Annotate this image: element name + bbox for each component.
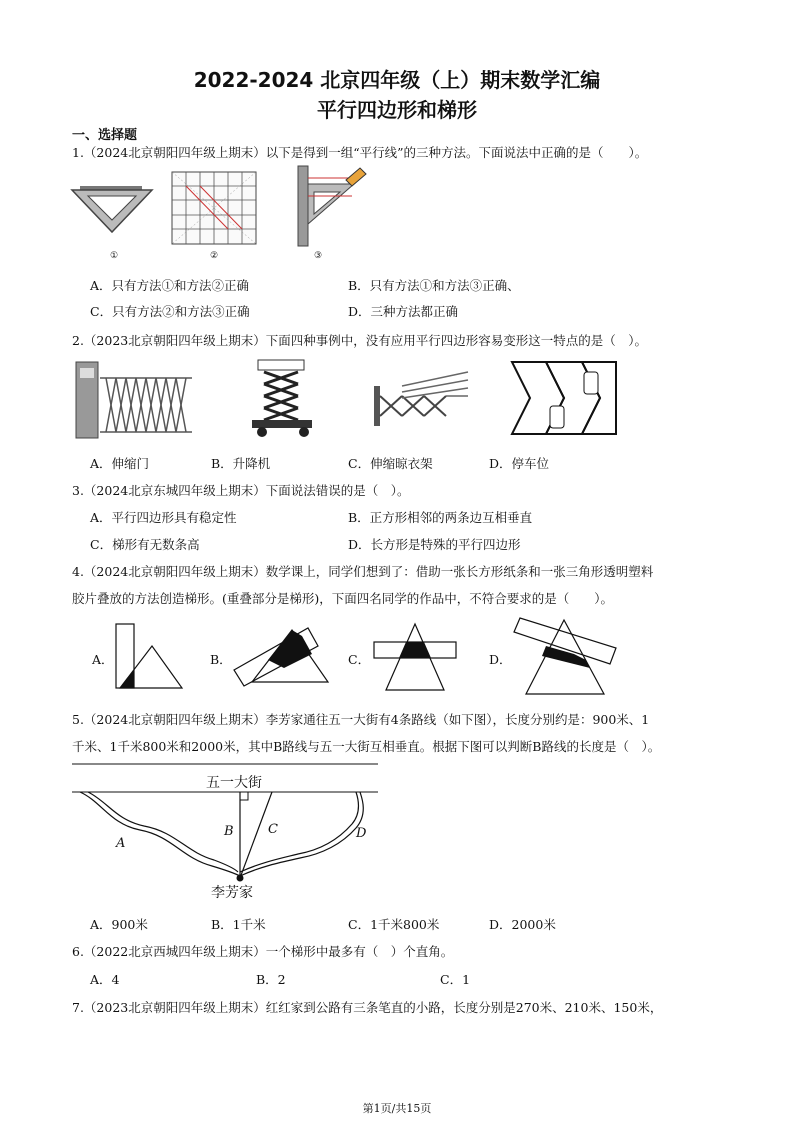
clothes-rack-figure (372, 366, 472, 438)
option-c[interactable]: C．梯形有无数条高 (90, 537, 200, 552)
option-c[interactable]: C．只有方法②和方法③正确 (90, 304, 250, 319)
option-b[interactable]: B．2 (256, 972, 286, 987)
question-6-stem: 6.（2022北京西城四年级上期末）一个梯形中最多有（ ）个直角。 (72, 944, 454, 959)
option-d[interactable]: D．停车位 (489, 456, 550, 471)
overlap-figure-c (372, 622, 458, 692)
document-subtitle: 平行四边形和梯形 (317, 98, 477, 122)
scissor-lift-figure (236, 358, 326, 440)
home-label: 李芳家 (211, 885, 253, 901)
overlap-figure-b (232, 624, 332, 684)
question-1-stem: 1.（2024北京朝阳四年级上期末）以下是得到一组“平行线”的三种方法。下面说法中正确的是（ ）。 (72, 145, 648, 160)
option-d-label[interactable]: D． (489, 652, 512, 667)
option-b[interactable]: B．正方形相邻的两条边互相垂直 (348, 510, 533, 525)
option-a[interactable]: A．平行四边形具有稳定性 (90, 510, 237, 525)
option-c[interactable]: C．1千米800米 (348, 917, 440, 932)
option-c[interactable]: C．1 (440, 972, 471, 987)
figure-label: ② (210, 251, 219, 261)
route-b-label: B (224, 824, 234, 839)
route-a-label: A (116, 836, 126, 851)
option-a[interactable]: A．只有方法①和方法②正确 (90, 278, 250, 293)
retractable-gate-figure (76, 358, 196, 440)
document-title: 2022-2024 北京四年级（上）期末数学汇编 (193, 68, 601, 92)
option-b[interactable]: B．1千米 (211, 917, 266, 932)
question-5-stem-line1: 5.（2024北京朝阳四年级上期末）李芳家通往五一大街有4条路线（如下图），长度分别约是：900米、1 (72, 712, 650, 727)
figure-label: ① (110, 251, 119, 261)
option-a[interactable]: A．4 (90, 972, 120, 987)
question-2-stem: 2.（2023北京朝阳四年级上期末）下面四种事例中，没有应用平行四边形容易变形这一特点的是（ ）。 (72, 333, 647, 348)
route-c-label: C (268, 822, 278, 837)
question-4-stem-line1: 4.（2024北京朝阳四年级上期末）数学课上，同学们想到了：借助一张长方形纸条和一张三角形透明塑料 (72, 564, 654, 579)
option-a[interactable]: A．900米 (90, 917, 148, 932)
question-7-stem: 7.（2023北京朝阳四年级上期末）红红家到公路有三条笔直的小路，长度分别是270米、210米、150米， (72, 1000, 663, 1015)
section-heading: 一、选择题 (72, 128, 138, 143)
option-a[interactable]: A．伸缩门 (90, 456, 150, 471)
parking-lot-figure (510, 362, 620, 438)
option-d[interactable]: D．长方形是特殊的平行四边形 (348, 537, 521, 552)
page-footer: 第1页/共15页 (362, 1102, 432, 1115)
option-c-label[interactable]: C． (348, 652, 371, 667)
overlap-figure-d (512, 616, 618, 696)
question-4-stem-line2: 胶片叠放的方法创造梯形。(重叠部分是梯形)，下面四名同学的作品中，不符合要求的是（ ）。 (72, 591, 614, 606)
option-c[interactable]: C．伸缩晾衣架 (348, 456, 433, 471)
triangle-ruler-figure (72, 168, 172, 240)
option-d[interactable]: D．2000米 (489, 917, 556, 932)
ruler-set-square-figure (294, 166, 374, 248)
option-a-label[interactable]: A． (92, 652, 114, 667)
street-label: 五一大街 (206, 775, 262, 791)
option-d[interactable]: D．三种方法都正确 (348, 304, 459, 319)
option-b[interactable]: B．升降机 (211, 456, 271, 471)
route-d-label: D (356, 826, 367, 841)
option-b[interactable]: B．只有方法①和方法③正确、 (348, 278, 520, 293)
question-5-stem-line2: 千米、1千米800米和2000米，其中B路线与五一大街互相垂直。根据下图可以判断B路线的长度是（ ）。 (72, 739, 661, 754)
overlap-figure-a (114, 624, 186, 690)
question-3-stem: 3.（2024北京东城四年级上期末）下面说法错误的是（ ）。 (72, 483, 410, 498)
grid-paper-figure (172, 172, 256, 244)
figure-label: ③ (314, 251, 323, 261)
option-b-label[interactable]: B． (210, 652, 232, 667)
